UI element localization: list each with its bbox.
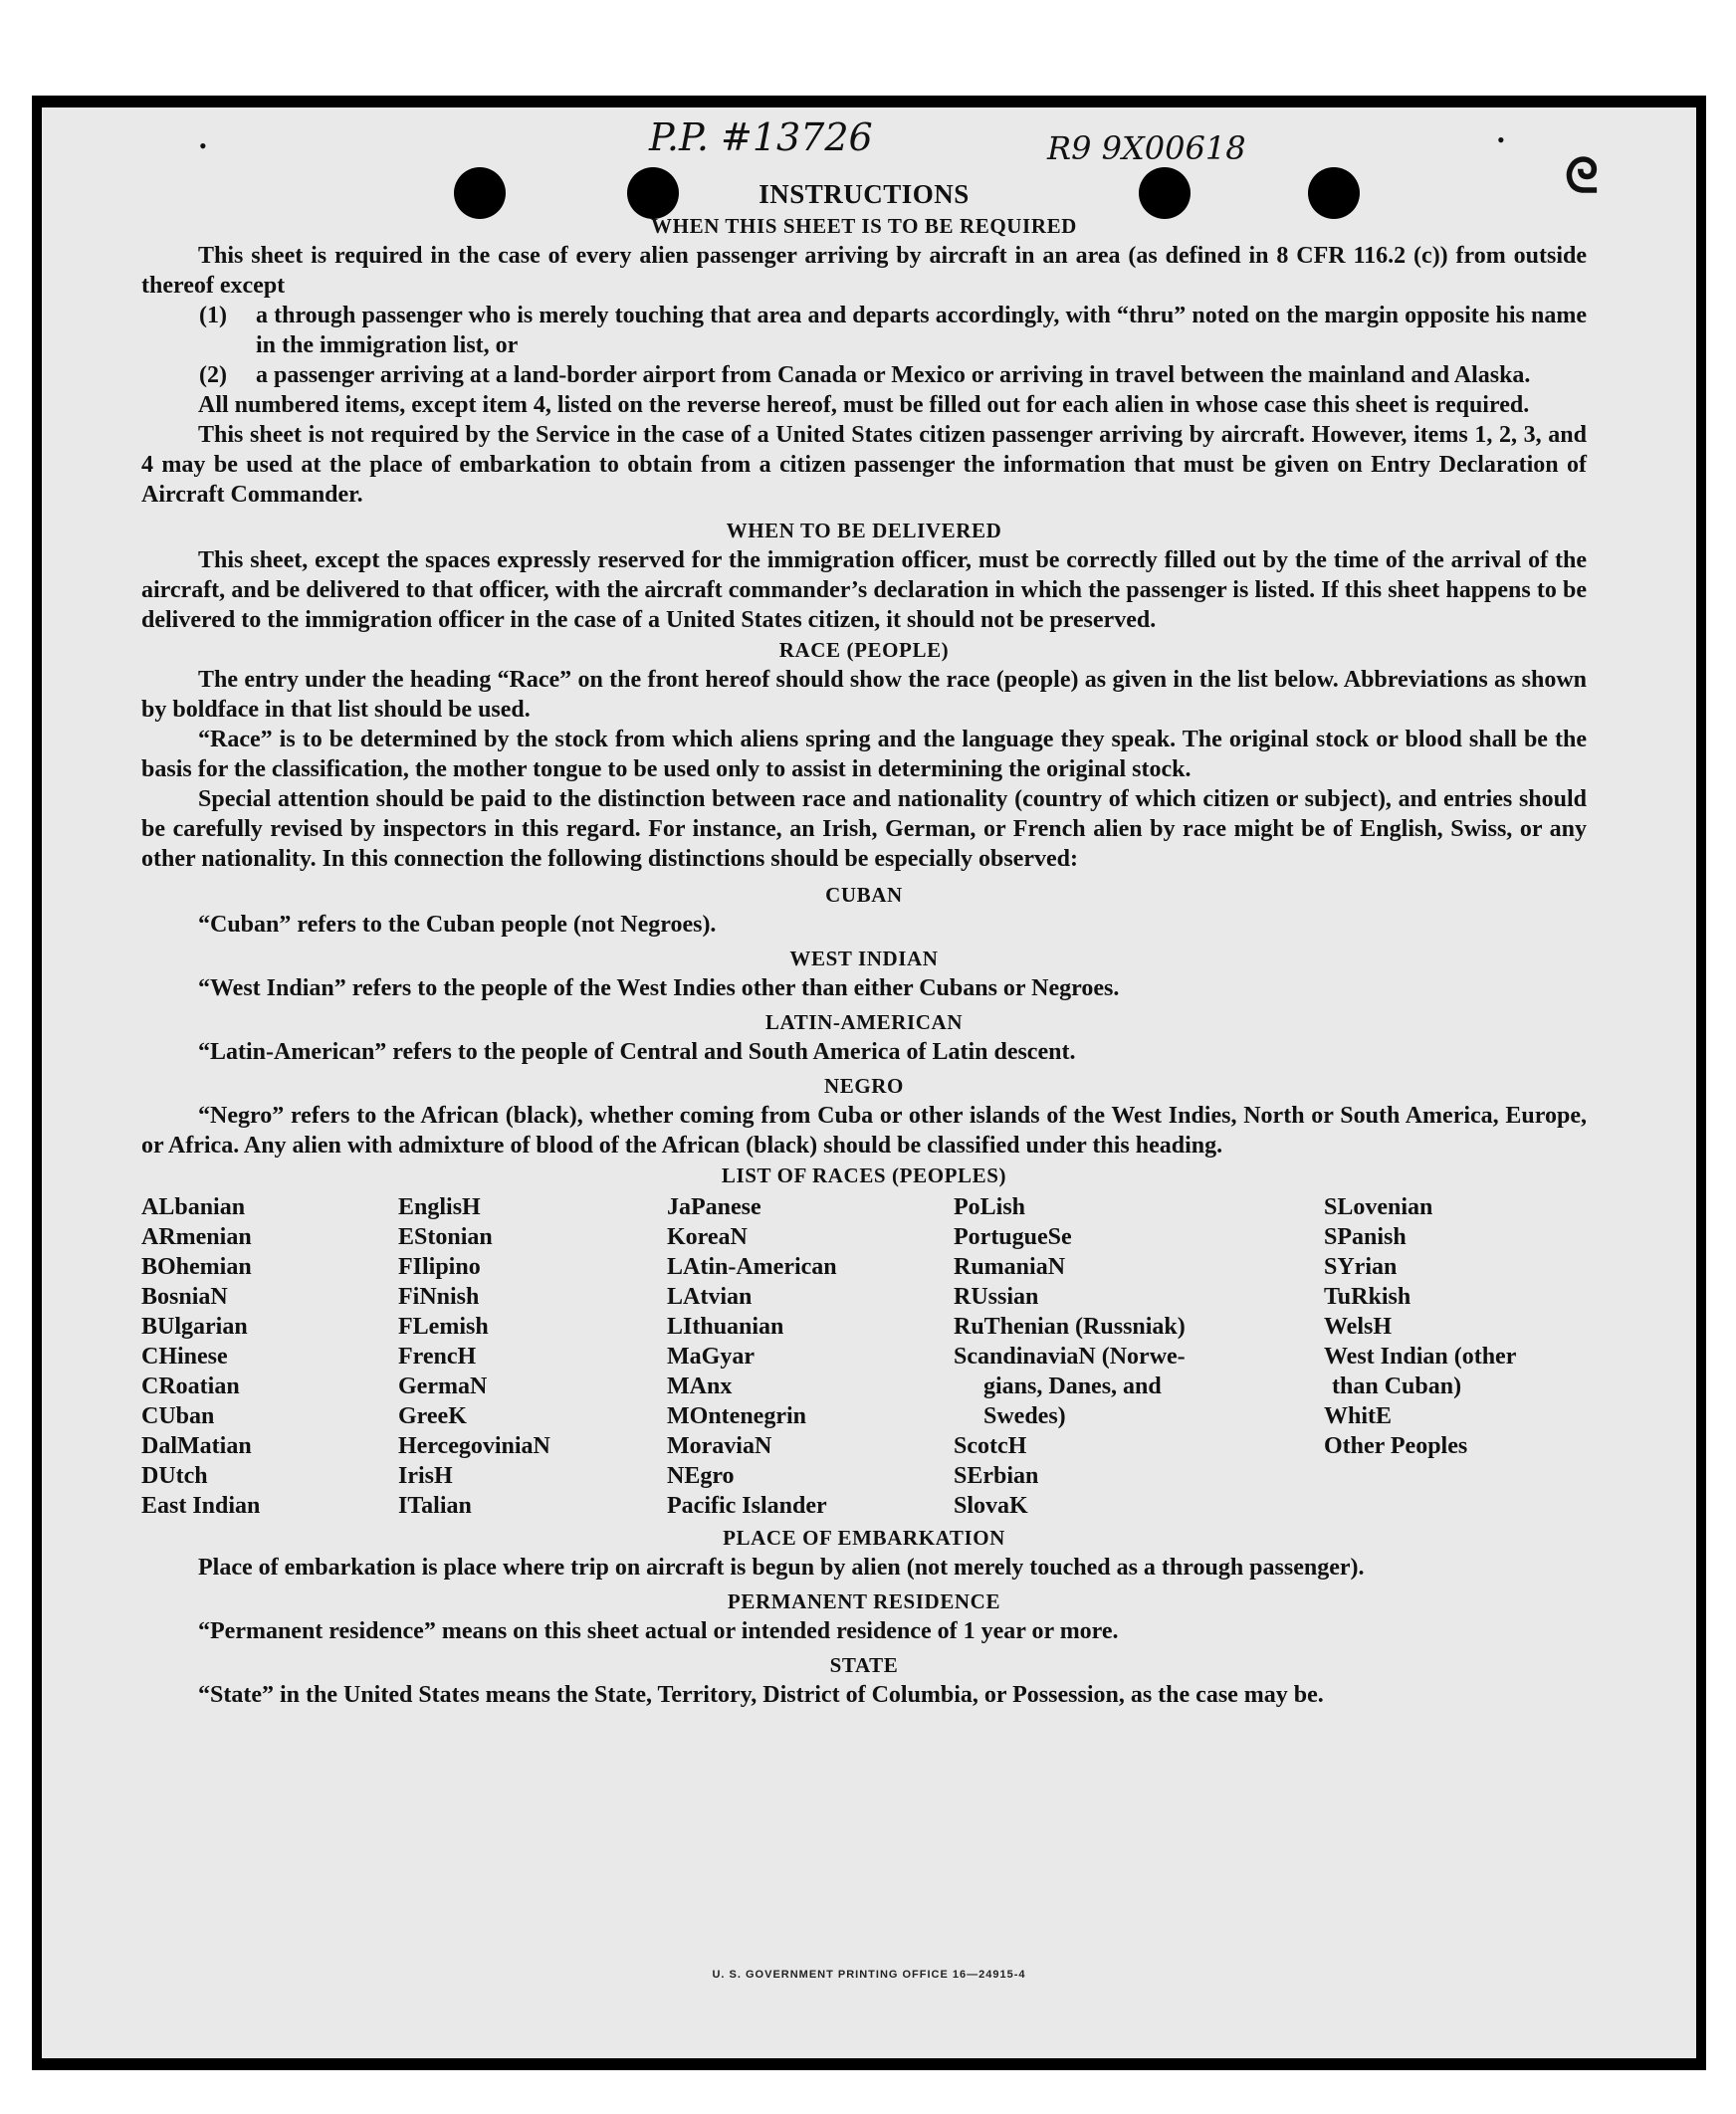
race-entry: ARmenian: [141, 1224, 252, 1250]
race-entry: ITalian: [398, 1493, 472, 1519]
race-column: [954, 1192, 1324, 1521]
race-column: [1324, 1192, 1587, 1521]
race-entry: SYrian: [1324, 1254, 1398, 1280]
paragraph: “Negro” refers to the African (black), whether coming from Cuba or other islands of the West Indies, North or South America, Europe, or Africa. Any alien with admixture of blood of the African (black) should be classified under this heading.: [141, 1103, 1587, 1159]
instructions-content: [141, 177, 1587, 1710]
race-entry: LAtin-American: [667, 1254, 837, 1280]
section-heading: PERMANENT RESIDENCE: [727, 1589, 1001, 1613]
section-heading: CUBAN: [825, 883, 903, 907]
race-column: [398, 1192, 667, 1521]
race-entry-continuation: than Cuban): [1332, 1374, 1462, 1399]
race-entry: MaGyar: [667, 1344, 755, 1370]
list-item: [141, 301, 1587, 360]
race-entry: DUtch: [141, 1463, 208, 1489]
paragraph: “State” in the United States means the State, Territory, District of Columbia, or Possession, as the case may be.: [198, 1682, 1324, 1708]
race-entry: RuThenian (Russniak): [954, 1314, 1186, 1340]
race-entry: EnglisH: [398, 1194, 481, 1220]
race-entry: WelsH: [1324, 1314, 1393, 1340]
race-entry: TuRkish: [1324, 1284, 1411, 1310]
race-list: [141, 1192, 1587, 1521]
race-entry: GermaN: [398, 1374, 488, 1399]
race-entry: East Indian: [141, 1493, 261, 1519]
race-entry: MAnx: [667, 1374, 733, 1399]
printer-imprint: U. S. GOVERNMENT PRINTING OFFICE 16—24915-4: [712, 1969, 1026, 1981]
paragraph: “Cuban” refers to the Cuban people (not Negroes).: [198, 912, 717, 938]
race-entry: SPanish: [1324, 1224, 1407, 1250]
race-column: [141, 1192, 398, 1521]
race-entry: IrisH: [398, 1463, 453, 1489]
race-entry: CRoatian: [141, 1374, 240, 1399]
race-entry: Pacific Islander: [667, 1493, 827, 1519]
race-entry: Other Peoples: [1324, 1433, 1468, 1459]
page-title: INSTRUCTIONS: [759, 179, 970, 209]
race-entry: LAtvian: [667, 1284, 753, 1310]
race-entry: FiNnish: [398, 1284, 480, 1310]
race-entry: WhitE: [1324, 1403, 1393, 1429]
section-heading: PLACE OF EMBARKATION: [723, 1526, 1005, 1550]
race-entry: CHinese: [141, 1344, 228, 1370]
section-heading: WHEN TO BE DELIVERED: [726, 519, 1002, 542]
race-entry: ScotcH: [954, 1433, 1027, 1459]
handwritten-file-number: P.P. #13726: [649, 115, 873, 159]
section-heading: STATE: [829, 1653, 899, 1677]
section-heading: WEST INDIAN: [789, 947, 939, 970]
paragraph: Special attention should be paid to the distinction between race and nationality (country of which citizen or subject), and entries should be carefully revised by inspectors in this regard. For instance, an Irish, German, or French alien by race might be of English, Swiss, or any other nationality. In this connection the following distinctions should be especially observed:: [141, 786, 1587, 872]
paragraph: This sheet, except the spaces expressly reserved for the immigration officer, must be correctly filled out by the time of the arrival of the aircraft, and be delivered to that officer, with the aircraft commander’s declaration in which the passenger is listed. If this sheet happens to be delivered to the immigration officer in the case of a United States citizen, it should not be preserved.: [141, 547, 1587, 633]
section-heading: LIST OF RACES (PEOPLES): [721, 1163, 1007, 1187]
list-item: [141, 360, 1587, 390]
scribble-mark: ᘓ: [1565, 150, 1599, 203]
paragraph: This sheet is not required by the Service in the case of a United States citizen passenger arriving by aircraft. However, items 1, 2, 3, and 4 may be used at the place of embarkation to obtain from a citizen passenger the information that must be given on Entry Declaration of Aircraft Commander.: [141, 422, 1587, 508]
paragraph: “West Indian” refers to the people of the West Indies other than either Cubans or Negroes.: [198, 975, 1120, 1001]
handwritten-record-number: R9 9X00618: [1047, 129, 1246, 167]
section-heading: LATIN-AMERICAN: [764, 1010, 964, 1034]
race-entry: BUlgarian: [141, 1314, 248, 1340]
race-entry: DalMatian: [141, 1433, 252, 1459]
paragraph: The entry under the heading “Race” on the front hereof should show the race (people) as given in the list below. Abbreviations as shown by boldface in that list should be used.: [141, 667, 1587, 723]
race-entry: EStonian: [398, 1224, 493, 1250]
race-entry: RumaniaN: [954, 1254, 1066, 1280]
race-entry: BosniaN: [141, 1284, 228, 1310]
race-entry: PoLish: [954, 1194, 1026, 1220]
race-entry-continuation: gians, Danes, and: [983, 1374, 1162, 1399]
race-entry: FIlipino: [398, 1254, 481, 1280]
race-entry: SLovenian: [1324, 1194, 1433, 1220]
document-page: [42, 107, 1696, 2058]
race-entry: PortugueSe: [954, 1224, 1072, 1250]
item-text: a through passenger who is merely touching that area and departs accordingly, with “thru” noted on the margin opposite his name in the immigration list, or: [256, 303, 1587, 358]
race-entry: ScandinaviaN (Norwe-: [954, 1344, 1186, 1370]
race-entry-continuation: Swedes): [983, 1403, 1066, 1429]
race-entry: West Indian (other: [1324, 1344, 1517, 1370]
item-number: (2): [199, 362, 227, 388]
paragraph: Place of embarkation is place where trip on aircraft is begun by alien (not merely touched as a through passenger).: [198, 1555, 1365, 1581]
item-number: (1): [199, 303, 227, 328]
section-heading: NEGRO: [823, 1074, 904, 1098]
speck-mark: •: [199, 133, 207, 158]
race-entry: ALbanian: [141, 1194, 246, 1220]
paragraph: “Permanent residence” means on this sheet actual or intended residence of 1 year or more.: [198, 1618, 1119, 1644]
race-column: [667, 1192, 954, 1521]
race-entry: SErbian: [954, 1463, 1039, 1489]
race-entry: FrencH: [398, 1344, 477, 1370]
paragraph: “Race” is to be determined by the stock from which aliens spring and the language they speak. The original stock or blood shall be the basis for the classification, the mother tongue to be used only to assist in determining the original stock.: [141, 727, 1587, 782]
race-entry: HercegoviniaN: [398, 1433, 550, 1459]
race-entry: KoreaN: [667, 1224, 748, 1250]
race-entry: MoraviaN: [667, 1433, 772, 1459]
item-text: a passenger arriving at a land-border airport from Canada or Mexico or arriving in travel between the mainland and Alaska.: [256, 362, 1531, 388]
race-entry: SlovaK: [954, 1493, 1028, 1519]
speck-mark: •: [1497, 127, 1505, 152]
race-entry: RUssian: [954, 1284, 1039, 1310]
paragraph: All numbered items, except item 4, listed on the reverse hereof, must be filled out for each alien in whose case this sheet is required.: [198, 392, 1530, 418]
race-entry: BOhemian: [141, 1254, 252, 1280]
race-entry: NEgro: [667, 1463, 735, 1489]
race-entry: CUban: [141, 1403, 215, 1429]
race-entry: JaPanese: [667, 1194, 761, 1220]
race-entry: MOntenegrin: [667, 1403, 806, 1429]
race-entry: GreeK: [398, 1403, 467, 1429]
race-entry: LIthuanian: [667, 1314, 784, 1340]
race-entry: FLemish: [398, 1314, 489, 1340]
section-heading: RACE (PEOPLE): [778, 638, 950, 662]
paragraph: “Latin-American” refers to the people of Central and South America of Latin descent.: [198, 1039, 1076, 1065]
section-heading: WHEN THIS SHEET IS TO BE REQUIRED: [651, 214, 1077, 238]
paragraph: This sheet is required in the case of every alien passenger arriving by aircraft in an area (as defined in 8 CFR 116.2 (c)) from outside thereof except: [141, 243, 1587, 299]
